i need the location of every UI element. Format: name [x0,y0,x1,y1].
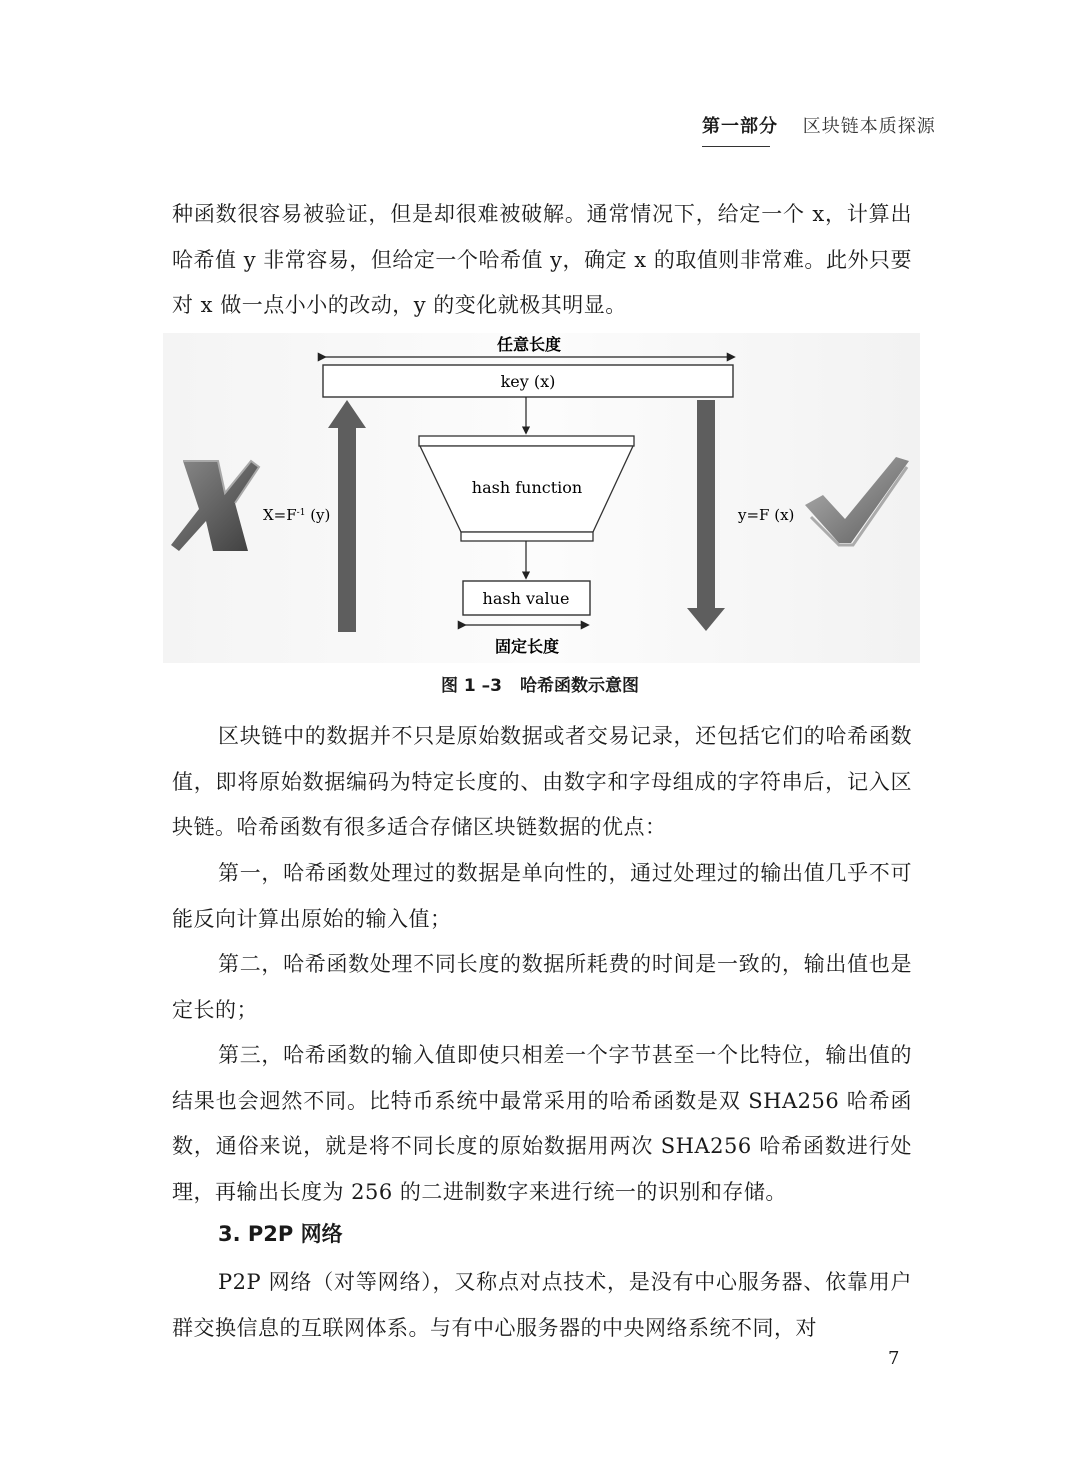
hash-function-label: hash function [471,478,583,497]
caption-text: 哈希函数示意图 [520,676,639,696]
paragraph: 第一，哈希函数处理过的数据是单向性的，通过处理过的输出值几乎不可能反向计算出原始的输入值； [172,861,912,931]
inverse-formula: $X=F^{-1}$ (y) [263,506,331,524]
header-title: 区块链本质探源 [802,116,936,137]
top-length-label: 任意长度 [496,335,562,354]
bottom-length-label: 固定长度 [494,637,560,656]
header-rule [702,146,770,147]
paragraph: 区块链中的数据并不只是原始数据或者交易记录，还包括它们的哈希函数值，即将原始数据编码为特定长度的、由数字和字母组成的字符串后，记入区块链。哈希函数有很多适合存储区块链数据的优点： [172,724,912,839]
key-label: key (x) [500,372,556,391]
section-heading: 3. P2P 网络 [218,1222,343,1246]
caption-number: 图 1 –3 [441,676,502,696]
hash-function-figure [163,333,920,663]
header-part: 第一部分 [702,116,778,137]
intro-paragraph: 种函数很容易被验证，但是却很难被破解。通常情况下，给定一个 x，计算出哈希值 y 非常容易，但给定一个哈希值 y，确定 x 的取值则非常难。此外只要对 x 做一点小小的改动，y 的变化就极其明显。 [172,202,912,317]
page-number: 7 [888,1348,900,1369]
running-header [702,112,936,138]
funnel-top-rim [419,436,634,446]
funnel-bottom-rim [461,532,593,541]
paragraph: 第三，哈希函数的输入值即使只相差一个字节甚至一个比特位，输出值的结果也会迥然不同。比特币系统中最常采用的哈希函数是双 SHA256 哈希函数，通俗来说，就是将不同长度的原始数据用两次 SHA256 哈希函数进行处理，再输出长度为 256 的二进制数字来进行统一的识别和存储。 [172,1043,912,1204]
hash-value-label: hash value [482,589,570,608]
hash-diagram [163,333,920,663]
section-paragraph: P2P 网络（对等网络），又称点对点技术，是没有中心服务器、依靠用户群交换信息的互联网体系。与有中心服务器的中央网络系统不同，对 [172,1270,912,1340]
paragraph: 第二，哈希函数处理不同长度的数据所耗费的时间是一致的，输出值也是定长的； [172,952,912,1022]
figure-caption [0,671,1080,696]
forward-formula: y=F (x) [738,506,795,524]
